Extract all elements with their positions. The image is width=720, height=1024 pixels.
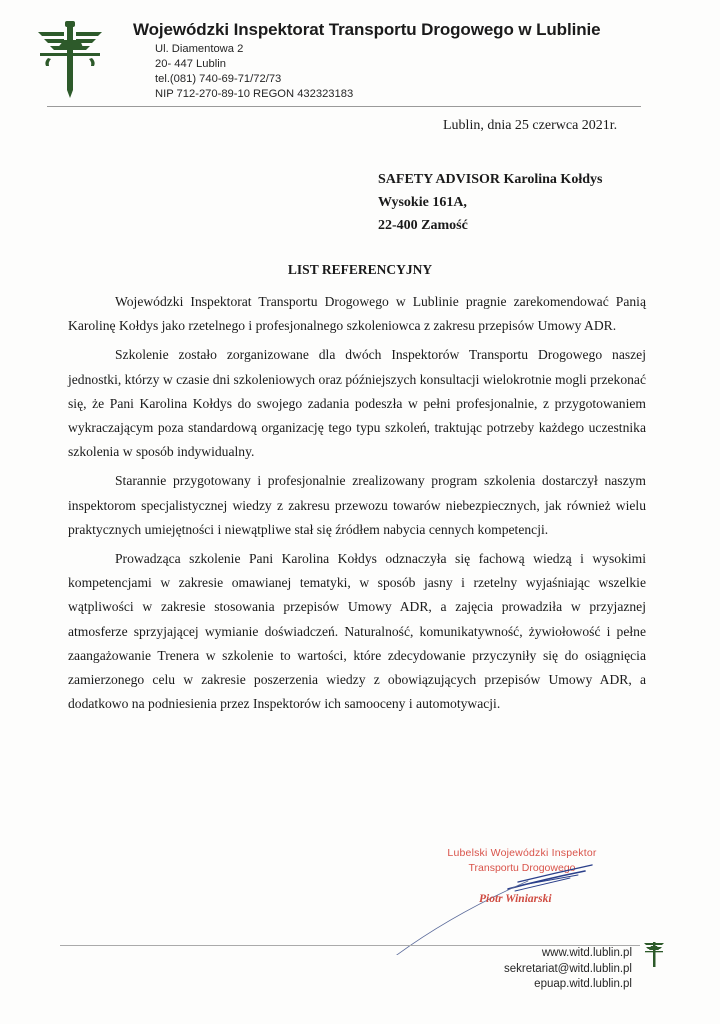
- address-tax-ids: NIP 712-270-89-10 REGON 432323183: [155, 88, 354, 100]
- date-line: Lublin, dnia 25 czerwca 2021r.: [443, 118, 618, 133]
- witd-small-logo-icon: [643, 938, 665, 968]
- paragraph: Starannie przygotowany i profesjonalnie zrealizowany program szkolenia dostarczył naszym inspektorom specjalistycznej wiedzy z zakresu przewozu towarów niebezpiecznych, jak również wielu praktycznych umiejętności i niewątpliwe stał się źródłem nabycia cennych kompetencji.: [68, 473, 646, 537]
- signatory-name: Piotr Winiarski: [479, 893, 552, 905]
- footer-contact: [504, 946, 632, 993]
- witd-logo-icon: [34, 18, 106, 102]
- footer-epuap-link[interactable]: epuap.witd.lublin.pl: [534, 978, 632, 990]
- paragraph: Szkolenie zostało zorganizowane dla dwóch Inspektorów Transportu Drogowego naszej jednostki, którzy w czasie dni szkoleniowych oraz późniejszych konsultacji wielokrotnie mogli przekonać się, że Pani Karolina Kołdys do swojego zadania podeszła w pełni profesjonalnie, z przygotowaniem wykraczającym poza standardową organizację tego typu szkoleń, traktując potrzeby każdego uczestnika szkolenia w sposób indywidualny.: [68, 347, 646, 460]
- address-phone: tel.(081) 740-69-71/72/73: [155, 73, 282, 85]
- recipient-name: SAFETY ADVISOR Karolina Kołdys: [378, 172, 603, 187]
- letter-body: [68, 290, 646, 721]
- address-street: Ul. Diamentowa 2: [155, 43, 244, 55]
- header-divider: [47, 106, 641, 107]
- recipient-street: Wysokie 161A,: [378, 195, 467, 210]
- organization-address: [155, 42, 353, 102]
- recipient-block: [378, 168, 602, 237]
- paragraph: Prowadząca szkolenie Pani Karolina Kołdys odznaczyła się fachową wiedzą i wysokimi kompetencjami w zakresie omawianej tematyki, w sposób jasny i rzetelny wyjaśniając wszelkie wątpliwości w zakresie stosowania przepisów Umowy ADR, a zajęcia prowadziła w przyjaznej atmosferze sprzyjającej wymianie doświadczeń. Naturalność, komunikatywność, żywiołowość i pełne zaangażowanie Trenera w szkolenie to wartości, które zdecydowanie przyczyniły się do osiągnięcia zamierzonego celu w zakresie poszerzenia wiedzy z obowiązujących przepisów Umowy ADR, a dodatkowo na podniesienia przez Inspektorów ich samooceny i automotywacji.: [68, 551, 646, 712]
- address-city: 20- 447 Lublin: [155, 58, 226, 70]
- letter-title: LIST REFERENCYJNY: [287, 262, 433, 277]
- footer-website-link[interactable]: www.witd.lublin.pl: [541, 947, 632, 959]
- paragraph: Wojewódzki Inspektorat Transportu Drogowego w Lublinie pragnie zarekomendować Panią Karolinę Kołdys jako rzetelnego i profesjonalnego szkoleniowca z zakresu przepisów Umowy ADR.: [68, 294, 646, 334]
- footer-email-link[interactable]: sekretariat@witd.lublin.pl: [503, 962, 632, 975]
- recipient-city: 22-400 Zamość: [378, 218, 468, 233]
- stamp-title: Lubelski Wojewódzki Inspektor: [447, 847, 597, 859]
- stamp-subtitle: Transportu Drogowego: [468, 862, 576, 874]
- organization-name: Wojewódzki Inspektorat Transportu Drogowego w Lublinie: [133, 20, 601, 39]
- handwritten-signature: [370, 855, 630, 955]
